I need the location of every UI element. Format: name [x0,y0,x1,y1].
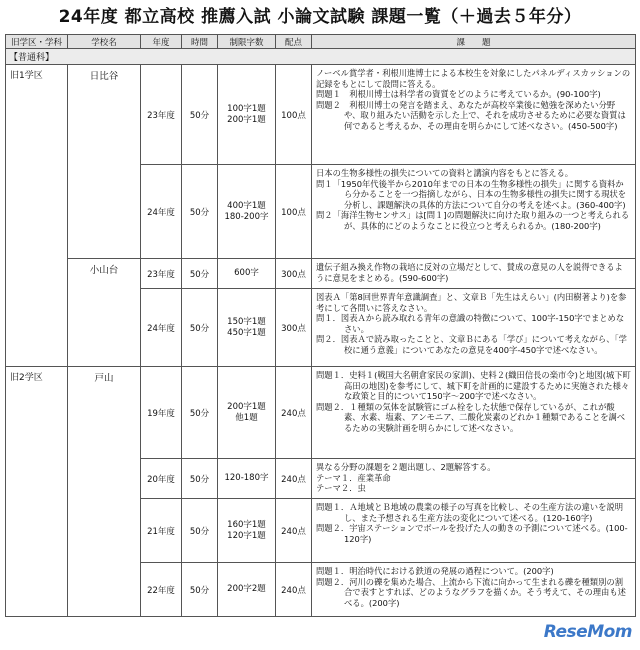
district-cell: 旧2学区 [6,367,68,617]
watermark-logo: ReseMom [543,622,632,642]
task-line: 問題１．Ａ地域とＢ地域の農業の様子の写真を比較し、その生産方法の違いを説明し、また予想される生産方法の変化について述べる。(120-160字) [316,502,623,523]
time-cell: 50分 [182,459,218,499]
task-line: ノーベル賞学者・利根川進博士による本校生を対象にしたパネルディスカッションの記録をもとにして設問に答える。 [316,68,631,89]
year-cell: 24年度 [141,165,182,259]
year-cell: 24年度 [141,289,182,367]
points-cell: 240点 [276,499,312,563]
header-row [6,35,636,49]
points-cell: 240点 [276,563,312,617]
header-year: 年度 [141,35,182,49]
task-cell [312,459,636,499]
header-school: 学校名 [68,35,141,49]
section-row [6,49,636,65]
time-cell: 50分 [182,259,218,289]
header-limit: 制限字数 [218,35,276,49]
task-line: 問２．図表Ａで読み取ったことと、文章Ｂにある「学び」について考えながら、「学校に通う意義」についてあなたの意見を400字-450字で述べなさい。 [316,334,627,355]
task-line: 問題２．河川の礫を集めた場合、上流から下流に向かって生まれる礫を種類別の割合で表すとすれば、どのようなグラフを描くか。そう考えて、その理由も述べる。(200字) [316,576,626,608]
task-cell [312,289,636,367]
task-cell [312,165,636,259]
school-cell: 日比谷 [68,65,141,259]
task-cell [312,563,636,617]
time-cell: 50分 [182,65,218,165]
limit-cell: 160字1題 120字1題 [218,499,276,563]
limit-cell: 400字1題 180-200字 [218,165,276,259]
task-line: 問題１．明治時代における鉄道の発展の過程について。(200字) [316,566,554,576]
header-task: 課 題 [312,35,636,49]
year-cell: 21年度 [141,499,182,563]
header-time: 時間 [182,35,218,49]
exam-table [5,34,636,617]
year-cell: 20年度 [141,459,182,499]
task-line: 図表Ａ「第8回世界青年意識調査」と、文章Ｂ「先生はえらい」(内田樹著より)を参考にして各問いに答えなさい。 [316,292,627,313]
time-cell: 50分 [182,563,218,617]
table-row [6,65,636,165]
task-line: 問題２．宇宙ステーションでボールを投げた人の動きの予測について述べる。(100-120字) [316,523,628,544]
year-cell: 23年度 [141,65,182,165]
time-cell: 50分 [182,499,218,563]
section-label: 【普通科】 [6,49,636,65]
year-cell: 23年度 [141,259,182,289]
task-line: 問１「1950年代後半から2010年までの日本の生物多様性の損失」に関する資料から分かることを一つ指摘しながら、日本の生物多様性の損失に関する現状を分析し、課題解決の具体的方法について自分の考えを述べよ。(360-400字) [316,178,627,210]
time-cell: 50分 [182,165,218,259]
district-cell: 旧1学区 [6,65,68,367]
year-cell: 22年度 [141,563,182,617]
points-cell: 100点 [276,65,312,165]
task-line: 問題２．１種類の気体を試験管にゴム栓をした状態で保存しているが、これが酸素、水素、塩素、アンモニア、二酸化炭素のどれか１種類であることを調べるための実験計画を明らかにして述べなさい。 [316,401,626,433]
table-row [6,367,636,459]
limit-cell: 120-180字 [218,459,276,499]
task-line: 問題２ 利根川博士の発言を踏まえ、あなたが高校卒業後に勉強を深めたい分野や、取り組みたい活動を示した上で、それを成功させるために必要な資質は何であると考えるか、その理由を明らかにして述べなさい。(450-500字) [316,99,626,131]
task-cell [312,499,636,563]
task-line: テーマ２．虫 [316,483,366,494]
limit-cell: 150字1題 450字1題 [218,289,276,367]
time-cell: 50分 [182,289,218,367]
task-cell [312,259,636,289]
time-cell: 50分 [182,367,218,459]
limit-cell: 200字2題 [218,563,276,617]
task-line: 異なる分野の課題を２題出題し、2題解答する。 [316,462,496,472]
school-cell: 戸山 [68,367,141,617]
task-line: 問１．図表Ａから読み取れる青年の意識の特徴について、100字-150字でまとめなさい。 [316,313,625,334]
task-line: 問題１ 利根川博士は科学者の資質をどのように考えているか。(90-100字) [316,89,601,100]
task-line: 問２「海洋生物センサス」は[問１]の問題解決に向けた取り組みの一つと考えられるが、具体的にどのようなことに役立つと考えられるか。(180-200字) [316,210,630,231]
points-cell: 300点 [276,289,312,367]
points-cell: 240点 [276,367,312,459]
year-cell: 19年度 [141,367,182,459]
page-title: 24年度 都立高校 推薦入試 小論文試験 課題一覧（＋過去５年分） [58,7,582,27]
points-cell: 300点 [276,259,312,289]
school-cell: 小山台 [68,259,141,367]
task-line: テーマ１．産業革命 [316,472,391,483]
limit-cell: 100字1題 200字1題 [218,65,276,165]
task-cell [312,65,636,165]
task-line: 日本の生物多様性の損失についての資料と講演内容をもとに答える。 [316,168,574,178]
task-line: 遺伝子組み換え作物の栽培に反対の立場だとして、賛成の意見の人を説得できるように意見をまとめる。(590-600字) [316,262,623,283]
header-district: 旧学区・学科 [6,35,68,49]
limit-cell: 600字 [218,259,276,289]
task-cell [312,367,636,459]
header-points: 配点 [276,35,312,49]
table-row [6,259,636,289]
task-line: 問題１．史料１(戦国大名朝倉家民の家訓)、史料２(織田信長の楽市令)と地図(城下町高田の地図)を参考にして、城下町を計画的に建設するために実施された様々な政策と目的について150字～200字で述べなさい。 [316,370,631,402]
limit-cell: 200字1題 他1題 [218,367,276,459]
points-cell: 240点 [276,459,312,499]
points-cell: 100点 [276,165,312,259]
